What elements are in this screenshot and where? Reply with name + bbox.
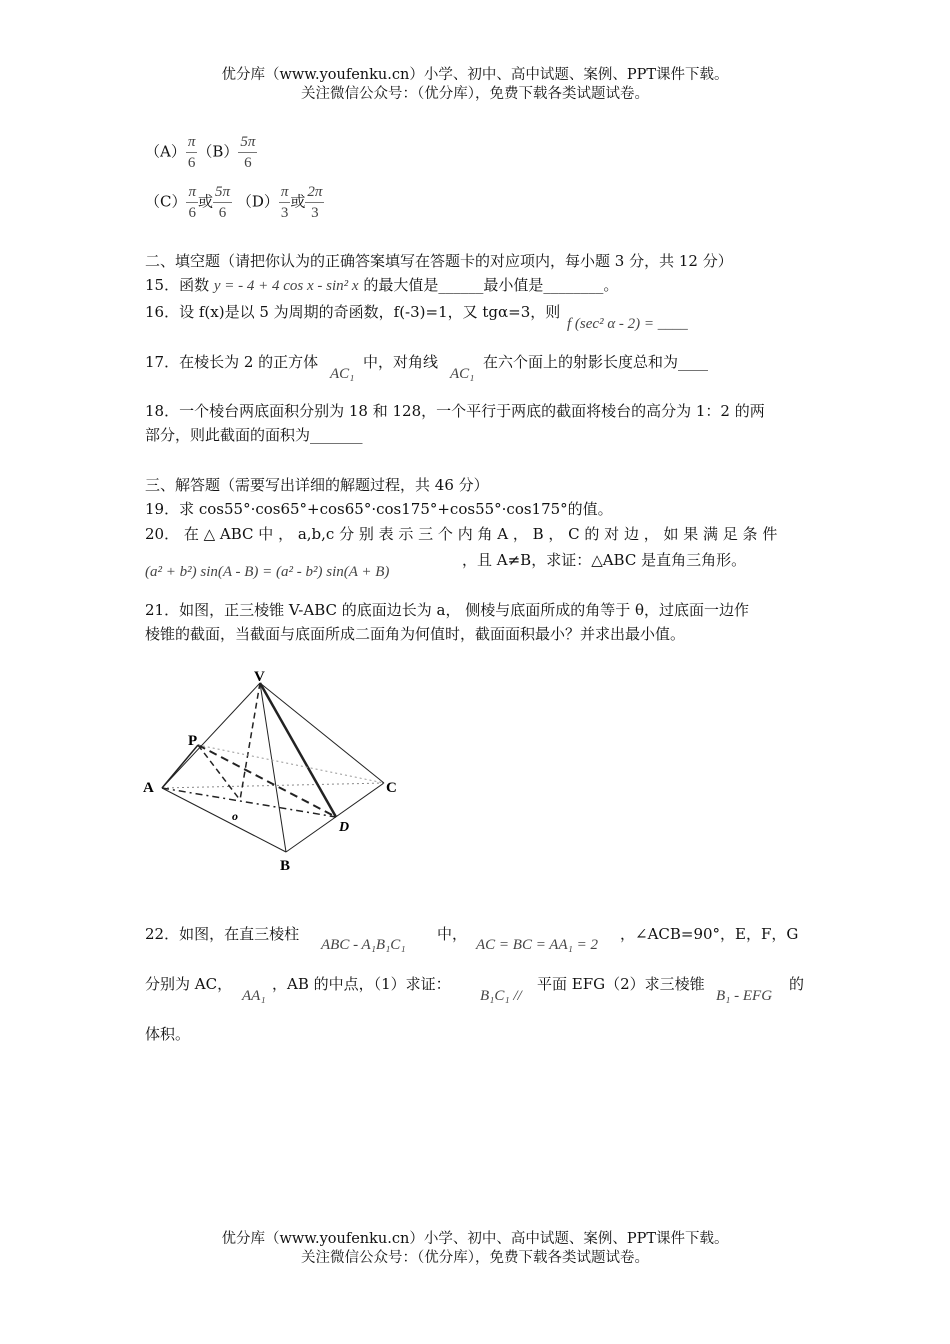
- q14-option-row-ab: [145, 132, 257, 173]
- option-a-label: （A）: [145, 142, 186, 161]
- q22-post-text: ，∠ACB=90°，E，F，G: [620, 925, 799, 943]
- q22-pyramid-label: B₁ - EFG: [716, 988, 773, 1004]
- q17-cube-label: AC₁: [330, 366, 355, 382]
- option-c-label: （C）: [145, 192, 187, 211]
- question-20-line-2: [145, 561, 389, 582]
- header-line-2: 关注微信公众号：（优分库），免费下载各类试题试卷。: [301, 86, 649, 102]
- label-o: o: [232, 809, 238, 823]
- option-d-fraction-2: $\frac{2\pi}{3}$: [307, 184, 323, 221]
- question-16: 16．设 f(x)是以 5 为周期的奇函数，f(-3)=1，又 tgα=3，则: [145, 303, 561, 321]
- label-v: V: [254, 669, 265, 685]
- question-22-line-1: 22．如图，在直三棱柱: [145, 925, 300, 943]
- pyramid-figure: [140, 665, 410, 880]
- or-text: 或: [198, 192, 214, 211]
- edge-vc: [260, 683, 384, 783]
- segment-vd: [260, 683, 336, 817]
- q22-prism-label: ABC - A₁B₁C₁: [321, 937, 406, 953]
- label-a: A: [143, 780, 154, 796]
- question-22-line-2: 分别为 AC，: [145, 975, 233, 993]
- question-20-line-1: 20． 在 △ ABC 中 ， a,b,c 分 别 表 示 三 个 内 角 A ， B ， C 的 对 边 ， 如 果 满 足 条 件: [145, 525, 778, 543]
- q17-diagonal-label: AC₁: [450, 366, 475, 382]
- option-a-fraction: $\frac{\pi}{6}$: [187, 134, 196, 171]
- q22-line-2-mid: ，AB 的中点，（1）求证：: [272, 975, 451, 993]
- option-c-fraction-1: $\frac{\pi}{6}$: [188, 184, 196, 221]
- label-d: D: [339, 820, 350, 835]
- q22-equation: AC = BC = AA₁ = 2: [476, 937, 598, 953]
- option-d-label: （D）: [236, 192, 279, 211]
- label-c: C: [386, 780, 397, 796]
- q17-mid-text: 中，对角线: [363, 353, 439, 371]
- q22-b1c1-label: B₁C₁ //: [480, 988, 522, 1004]
- footer-line-2: 关注微信公众号：（优分库），免费下载各类试题试卷。: [301, 1250, 649, 1266]
- section-3-title: 三、解答题（需要写出详细的解题过程，共 46 分）: [145, 476, 489, 494]
- q20-formula: (a² + b²) sin(A - B) = (a² - b²) sin(A + B): [145, 564, 390, 580]
- option-b-label: （B）: [197, 142, 239, 161]
- question-22-line-3: 体积。: [145, 1025, 191, 1043]
- q22-line-2-post: 的: [789, 975, 805, 993]
- segment-ad: [162, 788, 336, 817]
- q16-formula: f (sec² α - 2) = ____: [567, 316, 688, 332]
- or-text: 或: [290, 192, 306, 211]
- option-d-fraction-1: $\frac{\pi}{3}$: [280, 184, 289, 221]
- header-line-1: 优分库（www.youfenku.cn）小学、初中、高中试题、案例、PPT课件下载。: [221, 67, 729, 83]
- question-18-line-1: 18．一个棱台两底面积分别为 18 和 128，一个平行于两底的截面将棱台的高分为 1：2 的两: [145, 402, 765, 420]
- q22-mid-text: 中，: [437, 925, 468, 943]
- question-19: 19．求 cos55°·cos65°+cos65°·cos175°+cos55°·cos175°的值。: [145, 500, 613, 518]
- option-b-fraction: $\frac{5\pi}{6}$: [240, 134, 256, 171]
- segment-po: [198, 745, 240, 800]
- q20-post-text: ，且 A≠B，求证：△ABC 是直角三角形。: [462, 551, 747, 569]
- q14-option-row-cd: [145, 182, 324, 223]
- q17-post-text: 在六个面上的射影长度总和为____: [483, 353, 709, 371]
- question-18-line-2: 部分，则此截面的面积为_______: [145, 426, 363, 444]
- segment-pc: [198, 745, 384, 783]
- q22-line-2-mid2: 平面 EFG（2）求三棱锥: [537, 975, 705, 993]
- question-21-line-1: 21．如图，正三棱锥 V-ABC 的底面边长为 a， 侧棱与底面所成的角等于 θ，过底面一边作: [145, 601, 750, 619]
- label-b: B: [280, 858, 291, 874]
- question-17: 17．在棱长为 2 的正方体: [145, 353, 319, 371]
- question-21-line-2: 棱锥的截面，当截面与底面所成二面角为何值时，截面面积最小？并求出最小值。: [145, 625, 686, 643]
- option-c-fraction-2: $\frac{5\pi}{6}$: [215, 184, 231, 221]
- segment-ap: [162, 745, 198, 788]
- q15-formula: y = - 4 + 4 cos x - sin² x: [213, 278, 359, 294]
- label-p: P: [188, 733, 198, 749]
- q22-aa1-label: AA₁: [242, 988, 266, 1004]
- footer-line-1: 优分库（www.youfenku.cn）小学、初中、高中试题、案例、PPT课件下载。: [221, 1231, 729, 1247]
- section-2-title: 二、填空题（请把你认为的正确答案填写在答题卡的对应项内，每小题 3 分，共 12 分）: [145, 252, 733, 270]
- question-15: 15．函数 y = - 4 + 4 cos x - sin² x 的最大值是______最小值是________。: [145, 276, 619, 294]
